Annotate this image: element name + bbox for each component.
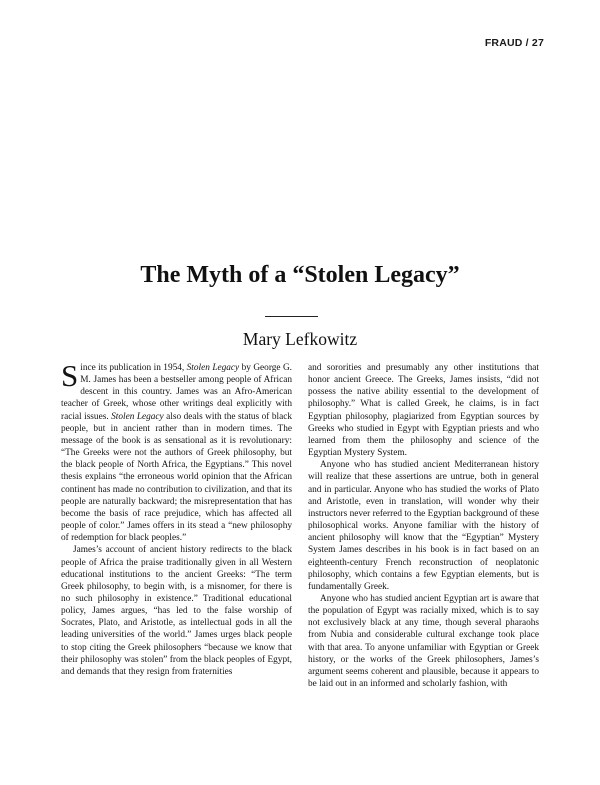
running-head: FRAUD / 27	[484, 37, 544, 49]
text-run: by George G. M. James has been a bestseller among people of African descent in this country. James was an Afro-American teacher of Greek, whose other writings deal explicitly with racial issues.	[61, 363, 292, 422]
paragraph	[61, 358, 292, 544]
book-title-italic: Stolen Legacy	[186, 363, 240, 373]
article-title: The Myth of a “Stolen Legacy”	[140, 262, 460, 288]
author-name: Mary Lefkowitz	[242, 329, 358, 349]
paragraph: James’s account of ancient history redirects to the black people of Africa the praise traditionally given in all Western educational institutions to the ancient Greeks: “The term Greek philosophy, to begin with, is a misnomer, for there is no such philosophy in existence.” Traditional educational policy, James argues, “has led to the false worship of Socrates, Plato, and Aristotle, as intellectual gods in all the leading universities of the world.” James urges black people to stop citing the Greek philosophers “because we know that their philosophy was stolen” from the black peoples of Egypt, and demands that they resign from fraternities	[61, 545, 292, 677]
right-column	[308, 362, 539, 690]
text-run: also deals with the status of black people, but in ancient rather than in modern times. The message of the book is as sensational as it is revolutionary: “The Greeks were not the authors of Greek philosophy, but the black people of North Africa, the Egyptians.” This novel thesis explains “the erroneous world opinion that the African continent has made no contribution to civilization, and that its people are naturally backward; the misrepresentation that has become the basis of race prejudice, which has affected all people of color.” James offers in its stead a “new philosophy of redemption for black peoples.”	[61, 411, 292, 544]
title-divider	[265, 316, 318, 317]
paragraph: Anyone who has studied ancient Egyptian art is aware that the population of Egypt was racially mixed, which is to say not exclusively black at any time, though several pharaohs from Nubia and considerable cultural exchange took place with that area. To anyone unfamiliar with Egyptian or Greek history, or the works of the Greek philosophers, James’s argument seems coherent and plausible, because it appears to be laid out in an informed and scholarly fashion, with	[308, 593, 539, 690]
paragraph: and sororities and presumably any other institutions that honor ancient Greece. The Greeks, James insists, “did not possess the native ability essential to the development of philosophy.” What is called Greek, he claims, is in fact Egyptian philosophy, plagiarized from Egyptian sources by Greeks who studied in Egypt with Egyptian priests and who learned from them the philosophy and science of the Egyptian Mystery System.	[308, 363, 539, 459]
book-title-italic: Stolen Legacy	[111, 411, 164, 422]
drop-cap: S	[61, 358, 79, 393]
text-run: ince its publication in 1954,	[80, 363, 187, 373]
paragraph: Anyone who has studied ancient Mediterranean history will realize that these assertions are untrue, both in general and in particular. Anyone who has studied the works of Plato and Aristotle, even in translation, will wonder why their instructors never referred to the Egyptian background of these philosophical works. Anyone familiar with the history of ancient philosophy will know that the “Egyptian” Mystery System James describes in his book is in fact based on an eighteenth-century French reconstruction of neoplatonic philosophy, which contains a few Egyptian elements, but is fundamentally Greek.	[308, 460, 539, 592]
left-column	[61, 358, 292, 678]
